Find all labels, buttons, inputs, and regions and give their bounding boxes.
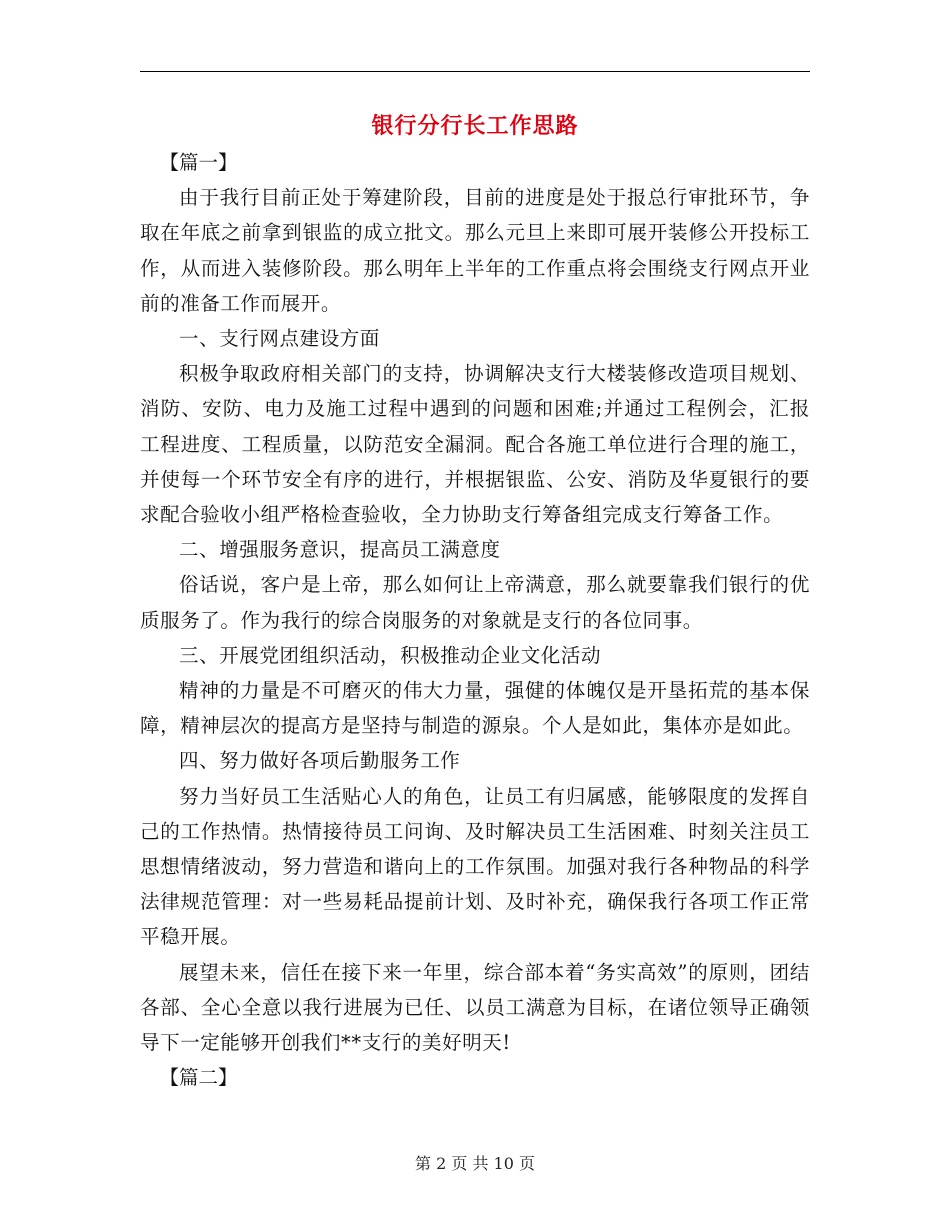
section-heading: 二、增强服务意识，提高员工满意度: [179, 538, 501, 562]
section-label-part-one: 【篇一】: [159, 151, 238, 174]
section-heading: 四、努力做好各项后勤服务工作: [179, 749, 461, 773]
page-number-footer: 第 2 页 共 10 页: [415, 1154, 535, 1173]
body-paragraph: 精神的力量是不可磨灭的伟大力量，强健的体魄仅是开垦拓荒的基本保障，精神层次的提高方是坚持与制造的源泉。个人是如此，集体亦是如此。: [140, 679, 810, 738]
section-label-part-two: 【篇二】: [159, 1066, 238, 1090]
document-body: [140, 145, 810, 1095]
header-rule: [140, 71, 810, 72]
closing-paragraph: 展望未来，信任在接下来一年里，综合部本着“务实高效”的原则，团结各部、全心全意以我行进展为已任、以员工满意为目标，在诸位领导正确领导下一定能够开创我们**支行的美好明天!: [140, 960, 810, 1055]
section-heading: 一、支行网点建设方面: [179, 327, 381, 351]
section-heading: 三、开展党团组织活动，积极推动企业文化活动: [179, 643, 602, 667]
body-paragraph: 俗话说，客户是上帝，那么如何让上帝满意，那么就要靠我们银行的优质服务了。作为我行的综合岗服务的对象就是支行的各位同事。: [140, 573, 810, 632]
document-title: 银行分行长工作思路: [371, 113, 579, 139]
body-paragraph: 努力当好员工生活贴心人的角色，让员工有归属感，能够限度的发挥自己的工作热情。热情接待员工问询、及时解决员工生活困难、时刻关注员工思想情绪波动，努力营造和谐向上的工作氛围。加强对我行各种物品的科学法律规范管理：对一些易耗品提前计划、及时补充，确保我行各项工作正常平稳开展。: [140, 784, 810, 949]
body-paragraph: 由于我行目前正处于筹建阶段，目前的进度是处于报总行审批环节，争取在年底之前拿到银监的成立批文。那么元旦上来即可展开装修公开投标工作，从而进入装修阶段。那么明年上半年的工作重点将会围绕支行网点开业前的准备工作而展开。: [140, 186, 810, 315]
body-paragraph: 积极争取政府相关部门的支持，协调解决支行大楼装修改造项目规划、消防、安防、电力及施工过程中遇到的问题和困难;并通过工程例会，汇报工程进度、工程质量，以防范安全漏洞。配合各施工单位进行合理的施工，并使每一个环节安全有序的进行，并根据银监、公安、消防及华夏银行的要求配合验收小组严格检查验收，全力协助支行筹备组完成支行筹备工作。: [140, 362, 810, 527]
